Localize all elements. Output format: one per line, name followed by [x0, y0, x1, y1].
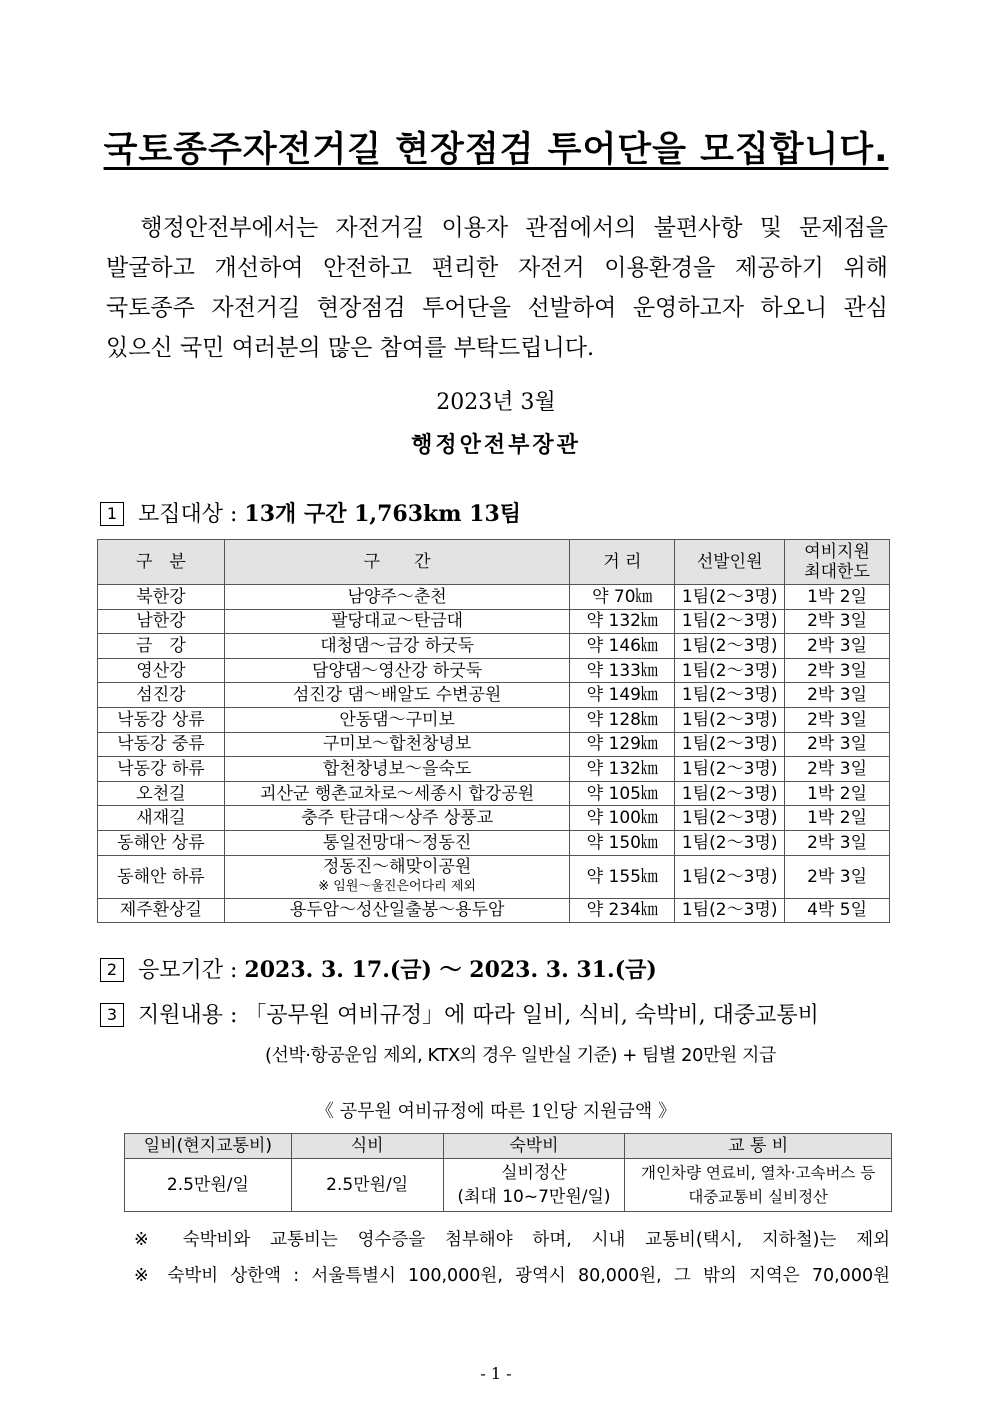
route-name: 북한강 [98, 585, 225, 610]
route-team: 1팀(2～3명) [675, 830, 785, 855]
table-row [98, 732, 890, 757]
route-max-support: 2박 3일 [785, 609, 890, 634]
route-section [224, 855, 570, 898]
route-section: 충주 탄금대～상주 상풍교 [224, 806, 570, 831]
header-transport: 교 통 비 [625, 1134, 892, 1159]
route-section: 합천창녕보～을숙도 [224, 757, 570, 782]
route-team: 1팀(2～3명) [675, 609, 785, 634]
header-max-support-line2: 최대한도 [804, 562, 870, 582]
route-name: 낙동강 상류 [98, 707, 225, 732]
transport-line: 개인차량 연료비, 열차·고속버스 등 [641, 1164, 876, 1182]
header-max-support-line1: 여비지원 [804, 542, 870, 562]
route-max-support: 1박 2일 [785, 781, 890, 806]
table-header-row [98, 540, 890, 585]
route-name: 섬진강 [98, 683, 225, 708]
intro-line: 발굴하고 개선하여 안전하고 편리한 자전거 이용환경을 제공하기 위해 [106, 255, 888, 281]
table-row [98, 609, 890, 634]
header-daily: 일비(현지교통비) [125, 1134, 292, 1159]
route-max-support: 2박 3일 [785, 707, 890, 732]
route-distance: 약 234㎞ [570, 898, 675, 923]
meal-rate: 2.5만원/일 [291, 1159, 443, 1212]
section-label: 지원내용 : 「공무원 여비규정」에 따라 일비, 식비, 숙박비, 대중교통비 [138, 1003, 819, 1028]
route-team: 1팀(2～3명) [675, 683, 785, 708]
section-number-box: 1 [100, 502, 124, 526]
route-section: 안동댐～구미보 [224, 707, 570, 732]
table-row [98, 634, 890, 659]
route-max-support: 2박 3일 [785, 634, 890, 659]
note-receipt: ※ 숙박비와 교통비는 영수증을 첨부해야 하며, 시내 교통비(택시, 지하철)는 제외 [134, 1230, 890, 1250]
route-section: 팔당대교～탄금대 [224, 609, 570, 634]
header-category: 구 분 [98, 540, 225, 585]
intro-line: 국토종주 자전거길 현장점검 투어단을 선발하여 운영하고자 하오니 관심 [106, 295, 888, 321]
section-number-box: 3 [100, 1003, 124, 1027]
note-lodging-cap: ※ 숙박비 상한액 : 서울특별시 100,000원, 광역시 80,000원, 그 밖의 지역은 70,000원 [134, 1266, 890, 1286]
route-distance: 약 146㎞ [570, 634, 675, 659]
route-distance: 약 105㎞ [570, 781, 675, 806]
table-row [98, 855, 890, 898]
route-team: 1팀(2～3명) [675, 732, 785, 757]
route-max-support: 4박 5일 [785, 898, 890, 923]
route-distance: 약 155㎞ [570, 855, 675, 898]
route-name: 오천길 [98, 781, 225, 806]
section-number-box: 2 [100, 958, 124, 982]
header-section: 구 간 [224, 540, 570, 585]
route-max-support: 1박 2일 [785, 806, 890, 831]
route-team: 1팀(2～3명) [675, 634, 785, 659]
route-name: 남한강 [98, 609, 225, 634]
route-section-text: 정동진～해맞이공원 [322, 856, 472, 877]
route-section-note: ※ 임원～울진은어다리 제외 [318, 878, 476, 894]
route-table [97, 539, 890, 923]
table-row [98, 757, 890, 782]
table-row [98, 658, 890, 683]
route-max-support: 2박 3일 [785, 757, 890, 782]
section-value: 2023. 3. 17.(금) ～ 2023. 3. 31.(금) [244, 957, 657, 983]
route-team: 1팀(2～3명) [675, 781, 785, 806]
header-meal: 식비 [291, 1134, 443, 1159]
route-max-support: 2박 3일 [785, 732, 890, 757]
route-name: 영산강 [98, 658, 225, 683]
table-row [98, 898, 890, 923]
route-name: 낙동강 하류 [98, 757, 225, 782]
route-max-support: 2박 3일 [785, 830, 890, 855]
route-team: 1팀(2～3명) [675, 898, 785, 923]
rates-caption: 《 공무원 여비규정에 따른 1인당 지원금액 》 [316, 1101, 676, 1122]
page-title: 국토종주자전거길 현장점검 투어단을 모집합니다. [103, 130, 889, 170]
table-row [125, 1159, 892, 1212]
section-recruit-target [100, 497, 521, 528]
page-number: - 1 - [480, 1364, 512, 1383]
rates-table [124, 1133, 892, 1212]
route-distance: 약 132㎞ [570, 757, 675, 782]
route-distance: 약 132㎞ [570, 609, 675, 634]
route-name: 동해안 하류 [98, 855, 225, 898]
route-distance: 약 100㎞ [570, 806, 675, 831]
route-team: 1팀(2～3명) [675, 757, 785, 782]
daily-rate: 2.5만원/일 [125, 1159, 292, 1212]
route-max-support: 1박 2일 [785, 585, 890, 610]
lodging-line: (최대 10~7만원/일) [457, 1187, 611, 1207]
route-distance: 약 149㎞ [570, 683, 675, 708]
section-support-content [100, 998, 819, 1029]
route-section: 담양댐～영산강 하굿둑 [224, 658, 570, 683]
route-distance: 약 70㎞ [570, 585, 675, 610]
lodging-line: 실비정산 [501, 1163, 567, 1183]
route-team: 1팀(2～3명) [675, 585, 785, 610]
header-distance: 거 리 [570, 540, 675, 585]
table-row [98, 781, 890, 806]
section-label: 응모기간 : [138, 958, 245, 983]
route-distance: 약 133㎞ [570, 658, 675, 683]
support-detail: (선박·항공운임 제외, KTX의 경우 일반실 기준) + 팀별 20만원 지급 [265, 1045, 776, 1066]
lodging-rate [443, 1159, 625, 1212]
route-section: 섬진강 댐～배알도 수변공원 [224, 683, 570, 708]
route-section: 남양주～춘천 [224, 585, 570, 610]
table-header-row [125, 1134, 892, 1159]
route-max-support: 2박 3일 [785, 683, 890, 708]
header-max-support [785, 540, 890, 585]
route-max-support: 2박 3일 [785, 855, 890, 898]
section-application-period [100, 953, 657, 984]
section-label: 모집대상 : [138, 502, 245, 527]
table-row [98, 806, 890, 831]
section-value: 13개 구간 1,763km 13팀 [244, 501, 522, 527]
table-row [98, 830, 890, 855]
route-distance: 약 128㎞ [570, 707, 675, 732]
intro-paragraph [106, 208, 888, 368]
table-row [98, 585, 890, 610]
route-name: 제주환상길 [98, 898, 225, 923]
route-name: 새재길 [98, 806, 225, 831]
table-row [98, 707, 890, 732]
issuer: 행정안전부장관 [411, 432, 581, 458]
route-section: 구미보～합천창녕보 [224, 732, 570, 757]
route-section: 괴산군 행촌교차로～세종시 합강공원 [224, 781, 570, 806]
route-team: 1팀(2～3명) [675, 855, 785, 898]
intro-line: 있으신 국민 여러분의 많은 참여를 부탁드립니다. [106, 335, 595, 361]
route-team: 1팀(2～3명) [675, 806, 785, 831]
route-team: 1팀(2～3명) [675, 707, 785, 732]
table-row [98, 683, 890, 708]
route-team: 1팀(2～3명) [675, 658, 785, 683]
route-max-support: 2박 3일 [785, 658, 890, 683]
route-section: 용두암～성산일출봉～용두암 [224, 898, 570, 923]
announcement-date: 2023년 3월 [436, 390, 556, 415]
route-name: 동해안 상류 [98, 830, 225, 855]
intro-line: 행정안전부에서는 자전거길 이용자 관점에서의 불편사항 및 문제점을 [106, 215, 888, 241]
route-section: 대청댐～금강 하굿둑 [224, 634, 570, 659]
header-lodging: 숙박비 [443, 1134, 625, 1159]
route-distance: 약 129㎞ [570, 732, 675, 757]
header-team: 선발인원 [675, 540, 785, 585]
route-name: 낙동강 중류 [98, 732, 225, 757]
transport-rate [625, 1159, 892, 1212]
route-distance: 약 150㎞ [570, 830, 675, 855]
route-section: 통일전망대～정동진 [224, 830, 570, 855]
route-name: 금 강 [98, 634, 225, 659]
transport-line: 대중교통비 실비정산 [688, 1188, 829, 1206]
